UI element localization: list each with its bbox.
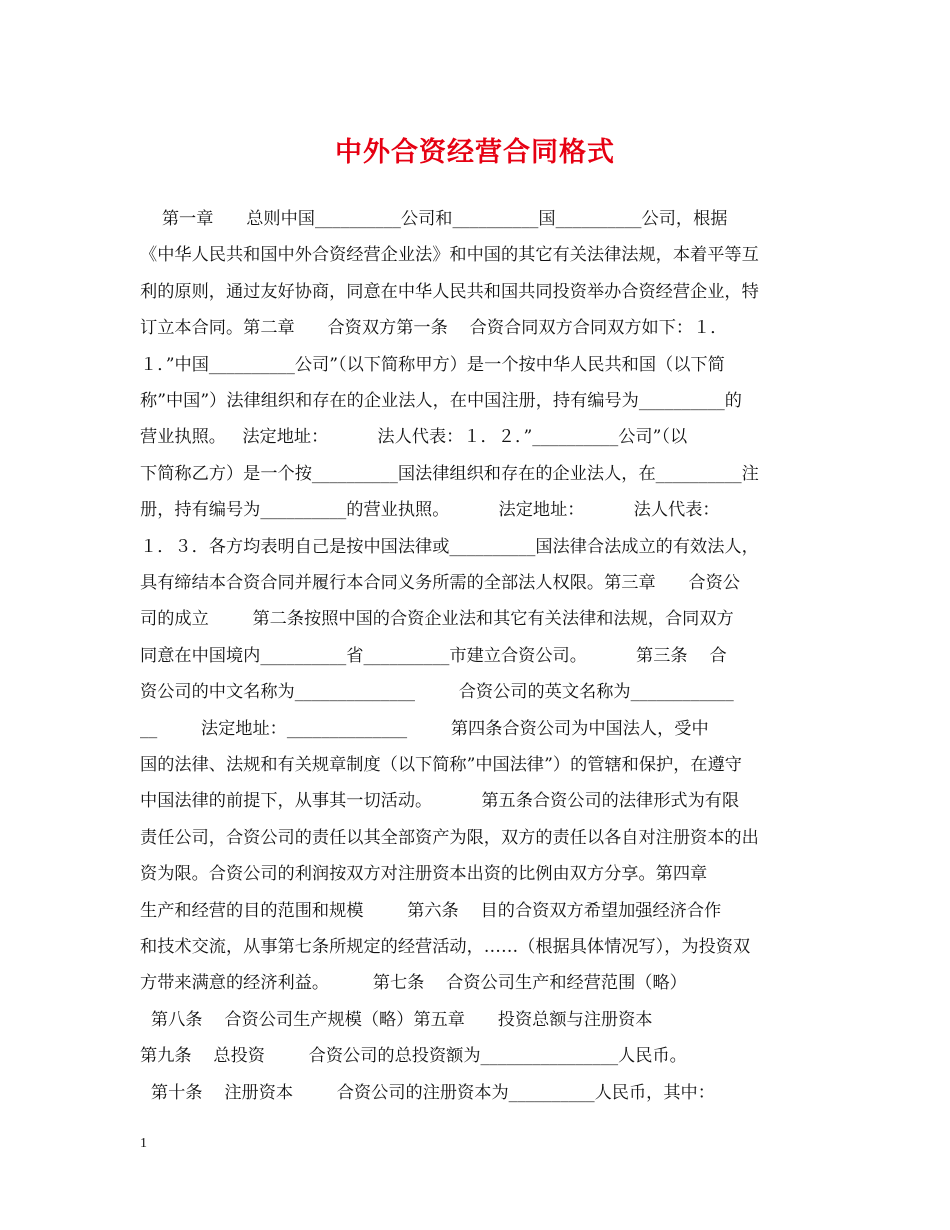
body-line: 资公司的中文名称为______________ 合资公司的英文名称为____________ [140, 682, 734, 702]
body-line: 订立本合同。第二章 合资双方第一条 合资合同双方合同双方如下：１． [140, 318, 728, 338]
body-line: 称”中国”）法律组织和存在的企业法人，在中国注册，持有编号为__________的 [140, 391, 742, 411]
body-line: 第九条 总投资 合资公司的总投资额为________________人民币。 [140, 1046, 687, 1066]
body-line: 国的法律、法规和有关规章制度（以下简称”中国法律”）的管辖和保护，在遵守 [140, 755, 742, 775]
body-line: 方带来满意的经济利益。 第七条 合资公司生产和经营范围（略） [140, 973, 687, 993]
body-line: 利的原则，通过友好协商，同意在中华人民共和国共同投资举办合资经营企业，特 [140, 282, 759, 302]
body-line: 生产和经营的目的范围和规模 第六条 目的合资双方希望加强经济合作 [140, 901, 722, 921]
body-line: 同意在中国境内__________省__________市建立合资公司。 第三条 合 [140, 646, 727, 666]
body-line: 《中华人民共和国中外合资经营企业法》和中国的其它有关法律法规，本着平等互 [140, 245, 759, 265]
document-title: 中外合资经营合同格式 [335, 137, 615, 168]
body-line: 和技术交流，从事第七条所规定的经营活动，……（根据具体情况写），为投资双 [140, 937, 751, 957]
body-line: 营业执照。 法定地址： 法人代表：１．２．”__________公司”（以 [140, 427, 688, 447]
page-number: 1 [140, 1136, 147, 1151]
body-line: 册，持有编号为__________的营业执照。 法定地址： 法人代表： [140, 500, 720, 520]
body-line: 下简称乙方）是一个按__________国法律组织和存在的企业法人，在__________注 [140, 464, 759, 484]
body-line: 中国法律的前提下，从事其一切活动。 第五条合资公司的法律形式为有限 [140, 791, 740, 811]
body-line: １．”中国__________公司”（以下简称甲方）是一个按中华人民共和国（以下简 [140, 355, 725, 375]
body-line: 责任公司，合资公司的责任以其全部资产为限，双方的责任以各自对注册资本的出 [140, 828, 759, 848]
body-line: 第八条 合资公司生产规模（略）第五章 投资总额与注册资本 [140, 1010, 653, 1030]
body-line: 资为限。合资公司的利润按双方对注册资本出资的比例由双方分享。第四章 [140, 864, 708, 884]
body-line: __ 法定地址：______________ 第四条合资公司为中国法人，受中 [140, 719, 709, 739]
body-line: 第一章 总则中国__________公司和__________国__________公司，根据 [140, 209, 728, 229]
body-line: １．３．各方均表明自己是按中国法律或__________国法律合法成立的有效法人， [140, 537, 759, 557]
body-line: 具有缔结本合资合同并履行本合同义务所需的全部法人权限。第三章 合资公 [140, 573, 740, 593]
body-line: 第十条 注册资本 合资公司的注册资本为__________人民币，其中： [140, 1083, 715, 1103]
body-line: 司的成立 第二条按照中国的合资企业法和其它有关法律和法规，合同双方 [140, 609, 734, 629]
